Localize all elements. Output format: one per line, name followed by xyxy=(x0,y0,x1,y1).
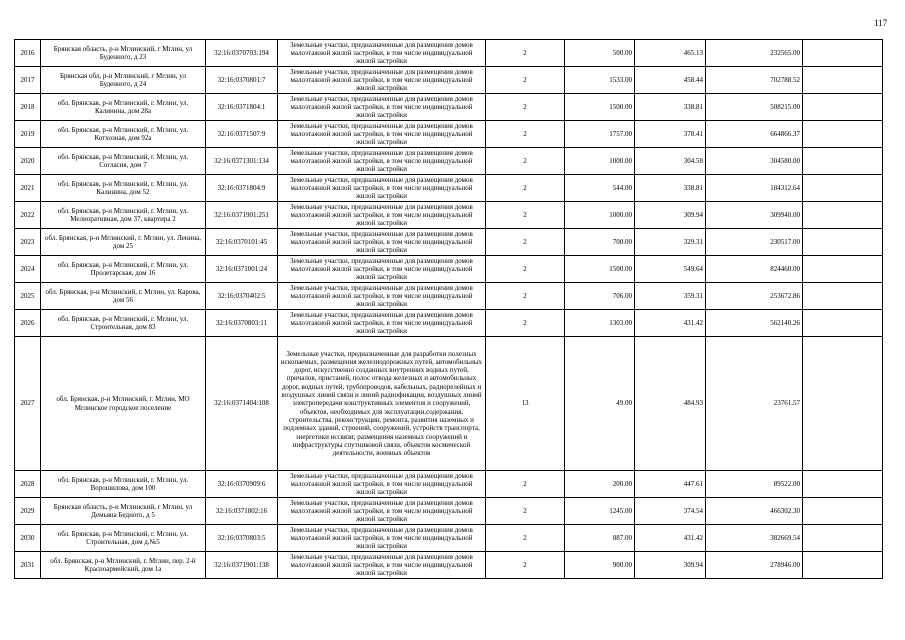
specific-value-cell: 458.44 xyxy=(635,67,706,94)
land-use-cell: Земельные участки, предназначенные для размещения домов малоэтажной жилой застройки, в том числе индивидуальной жилой застройки xyxy=(278,121,486,148)
cadastral-number-cell: 32:16:0370801:7 xyxy=(206,67,278,94)
specific-value-cell: 431.42 xyxy=(635,310,706,337)
empty-cell xyxy=(803,498,883,525)
table-row xyxy=(15,310,883,337)
cadastral-number-cell: 32:16:0371804:9 xyxy=(206,175,278,202)
use-code-cell: 2 xyxy=(486,121,565,148)
use-code-cell: 2 xyxy=(486,283,565,310)
table-row xyxy=(15,94,883,121)
row-number: 2030 xyxy=(15,525,41,552)
use-code-cell: 2 xyxy=(486,202,565,229)
land-use-cell: Земельные участки, предназначенные для размещения домов малоэтажной жилой застройки, в том числе индивидуальной жилой застройки xyxy=(278,471,486,498)
address-cell: обл. Брянская, р-н Мглинский, г. Мглин, ул. Калинина, дом 52 xyxy=(41,175,206,202)
use-code-cell: 2 xyxy=(486,525,565,552)
use-code-cell: 2 xyxy=(486,67,565,94)
specific-value-cell: 359.31 xyxy=(635,283,706,310)
land-use-cell: Земельные участки, предназначенные для размещения домов малоэтажной жилой застройки, в том числе индивидуальной жилой застройки xyxy=(278,148,486,175)
specific-value-cell: 484.93 xyxy=(635,337,706,471)
use-code-cell: 13 xyxy=(486,337,565,471)
address-cell: обл. Брянская, р-н Мглинский, г. Мглин, ул. Строительная, дом д.№5 xyxy=(41,525,206,552)
specific-value-cell: 431.42 xyxy=(635,525,706,552)
cadastral-number-cell: 32:16:0371804:1 xyxy=(206,94,278,121)
land-use-cell: Земельные участки, предназначенные для размещения домов малоэтажной жилой застройки, в том числе индивидуальной жилой застройки xyxy=(278,552,486,579)
area-cell: 1000.00 xyxy=(565,148,635,175)
address-cell: обл. Брянская, р-н Мглинский, г. Мглин, ул. Согласия, дом 7 xyxy=(41,148,206,175)
use-code-cell: 2 xyxy=(486,256,565,283)
use-code-cell: 2 xyxy=(486,175,565,202)
address-cell: обл. Брянская, р-н Мглинский, г. Мглин, ул. Калинина, дом 28а xyxy=(41,94,206,121)
land-use-cell: Земельные участки, предназначенные для разработки полезных ископаемых, размещения железнодорожных путей, автомобильных дорог, искусственно созданных внутренних водных путей, причалов, пристаней, полос отвода железных и автомобильных дорог, водных путей, трубопроводов, кабельных, радиорелейных и воздушных линий связи и линий радиофикации, воздушных линий электропередачи конструктивных элементов и сооружений, объектов, необходимых для эксплуатации,содержания, строительства, реконструкции, ремонта, развития наземных и подземных зданий, строений, сооружений, устройств транспорта, энергетики иссвязи; размещения наземных сооружений и инфраструктуры спутниковой связи, объектов космической деятельности, военных объектов xyxy=(278,337,486,471)
land-use-cell: Земельные участки, предназначенные для размещения домов малоэтажной жилой застройки, в том числе индивидуальной жилой застройки xyxy=(278,229,486,256)
table-row xyxy=(15,148,883,175)
table-row xyxy=(15,498,883,525)
table-row xyxy=(15,202,883,229)
address-cell: обл. Брянская, р-н Мглинский, г. Мглин, ул. Карова, дом 56 xyxy=(41,283,206,310)
area-cell: 200.00 xyxy=(565,471,635,498)
land-use-cell: Земельные участки, предназначенные для размещения домов малоэтажной жилой застройки, в том числе индивидуальной жилой застройки xyxy=(278,175,486,202)
row-number: 2025 xyxy=(15,283,41,310)
cadastral-number-cell: 32:16:0371802:16 xyxy=(206,498,278,525)
address-cell: обл. Брянская, р-н Мглинский, г. Мглин, ул. Строительная, дом 83 xyxy=(41,310,206,337)
empty-cell xyxy=(803,229,883,256)
row-number: 2017 xyxy=(15,67,41,94)
empty-cell xyxy=(803,552,883,579)
empty-cell xyxy=(803,148,883,175)
cadastral-value-cell: 230517.00 xyxy=(706,229,803,256)
table-row xyxy=(15,67,883,94)
empty-cell xyxy=(803,310,883,337)
specific-value-cell: 309.94 xyxy=(635,202,706,229)
table-row xyxy=(15,256,883,283)
area-cell: 500.00 xyxy=(565,40,635,67)
use-code-cell: 2 xyxy=(486,310,565,337)
cadastral-value-cell: 184312.64 xyxy=(706,175,803,202)
land-use-cell: Земельные участки, предназначенные для размещения домов малоэтажной жилой застройки, в том числе индивидуальной жилой застройки xyxy=(278,498,486,525)
cadastral-number-cell: 32:16:0371001:24 xyxy=(206,256,278,283)
cadastral-number-cell: 32:16:0371901:251 xyxy=(206,202,278,229)
use-code-cell: 2 xyxy=(486,229,565,256)
cadastral-number-cell: 32:16:0371901:138 xyxy=(206,552,278,579)
cadastral-value-cell: 664866.37 xyxy=(706,121,803,148)
land-use-cell: Земельные участки, предназначенные для размещения домов малоэтажной жилой застройки, в том числе индивидуальной жилой застройки xyxy=(278,525,486,552)
specific-value-cell: 465.13 xyxy=(635,40,706,67)
cadastral-value-cell: 23761.57 xyxy=(706,337,803,471)
address-cell: Брянская область, р-н Мглинский, г Мглин, ул Демьяна Бедного, д 5 xyxy=(41,498,206,525)
empty-cell xyxy=(803,283,883,310)
land-use-cell: Земельные участки, предназначенные для размещения домов малоэтажной жилой застройки, в том числе индивидуальной жилой застройки xyxy=(278,94,486,121)
table-row xyxy=(15,229,883,256)
cadastral-value-cell: 278946.00 xyxy=(706,552,803,579)
address-cell: обл. Брянская, р-н Мглинский, г. Мглин, пер. 2-й Красноармейский, дом 1а xyxy=(41,552,206,579)
land-use-cell: Земельные участки, предназначенные для размещения домов малоэтажной жилой застройки, в том числе индивидуальной жилой застройки xyxy=(278,40,486,67)
use-code-cell: 2 xyxy=(486,94,565,121)
page-number: 117 xyxy=(874,18,888,28)
row-number: 2018 xyxy=(15,94,41,121)
cadastral-value-cell: 89522.00 xyxy=(706,471,803,498)
row-number: 2019 xyxy=(15,121,41,148)
empty-cell xyxy=(803,256,883,283)
empty-cell xyxy=(803,175,883,202)
use-code-cell: 2 xyxy=(486,40,565,67)
row-number: 2026 xyxy=(15,310,41,337)
empty-cell xyxy=(803,471,883,498)
land-use-cell: Земельные участки, предназначенные для размещения домов малоэтажной жилой застройки, в том числе индивидуальной жилой застройки xyxy=(278,256,486,283)
row-number: 2024 xyxy=(15,256,41,283)
empty-cell xyxy=(803,94,883,121)
cadastral-value-cell: 562140.26 xyxy=(706,310,803,337)
table-row xyxy=(15,525,883,552)
cadastral-number-cell: 32:16:0370703:194 xyxy=(206,40,278,67)
cadastral-number-cell: 32:16:0370909:6 xyxy=(206,471,278,498)
empty-cell xyxy=(803,202,883,229)
cadastral-value-cell: 382669.54 xyxy=(706,525,803,552)
specific-value-cell: 329.31 xyxy=(635,229,706,256)
use-code-cell: 2 xyxy=(486,498,565,525)
area-cell: 1245.00 xyxy=(565,498,635,525)
empty-cell xyxy=(803,40,883,67)
row-number: 2016 xyxy=(15,40,41,67)
use-code-cell: 2 xyxy=(486,552,565,579)
empty-cell xyxy=(803,337,883,471)
table-row xyxy=(15,40,883,67)
specific-value-cell: 338.81 xyxy=(635,175,706,202)
address-cell: обл. Брянская, р-н Мглинский, г. Мглин, ул. Пролетарская, дом 16 xyxy=(41,256,206,283)
empty-cell xyxy=(803,121,883,148)
table-row xyxy=(15,283,883,310)
address-cell: обл. Брянская, р-н Мглинский, г. Мглин, ул. Ворошилова, дом 100 xyxy=(41,471,206,498)
cadastral-number-cell: 32:16:0370101:45 xyxy=(206,229,278,256)
cadastral-value-cell: 824460.00 xyxy=(706,256,803,283)
cadastral-value-cell: 232565.00 xyxy=(706,40,803,67)
empty-cell xyxy=(803,67,883,94)
land-use-cell: Земельные участки, предназначенные для размещения домов малоэтажной жилой застройки, в том числе индивидуальной жилой застройки xyxy=(278,202,486,229)
table-row xyxy=(15,175,883,202)
row-number: 2027 xyxy=(15,337,41,471)
cadastral-value-cell: 702788.52 xyxy=(706,67,803,94)
address-cell: обл. Брянская, р-н Мглинский, г. Мглин, ул. Мелиоративная, дом 37, квартира 2 xyxy=(41,202,206,229)
land-use-cell: Земельные участки, предназначенные для размещения домов малоэтажной жилой застройки, в том числе индивидуальной жилой застройки xyxy=(278,67,486,94)
empty-cell xyxy=(803,525,883,552)
area-cell: 544.00 xyxy=(565,175,635,202)
area-cell: 1500.00 xyxy=(565,256,635,283)
area-cell: 887.00 xyxy=(565,525,635,552)
cadastral-number-cell: 32:16:0371404:108 xyxy=(206,337,278,471)
address-cell: Брянская область, р-н Мглинский, г Мглин, ул Буденного, д 23 xyxy=(41,40,206,67)
use-code-cell: 2 xyxy=(486,471,565,498)
specific-value-cell: 309.94 xyxy=(635,552,706,579)
area-cell: 706.00 xyxy=(565,283,635,310)
row-number: 2028 xyxy=(15,471,41,498)
row-number: 2023 xyxy=(15,229,41,256)
land-registry-table xyxy=(14,39,883,579)
land-use-cell: Земельные участки, предназначенные для размещения домов малоэтажной жилой застройки, в том числе индивидуальной жилой застройки xyxy=(278,283,486,310)
address-cell: обл. Брянская, р-н Мглинский, г. Мглин, МО Мглинское городское поселение xyxy=(41,337,206,471)
cadastral-value-cell: 309940.00 xyxy=(706,202,803,229)
specific-value-cell: 378.41 xyxy=(635,121,706,148)
specific-value-cell: 338.81 xyxy=(635,94,706,121)
table-row xyxy=(15,471,883,498)
cadastral-number-cell: 32:16:0370402:5 xyxy=(206,283,278,310)
table-row xyxy=(15,121,883,148)
cadastral-number-cell: 32:16:0370803:11 xyxy=(206,310,278,337)
area-cell: 1500.00 xyxy=(565,94,635,121)
cadastral-number-cell: 32:16:0371301:134 xyxy=(206,148,278,175)
cadastral-value-cell: 508215.00 xyxy=(706,94,803,121)
row-number: 2031 xyxy=(15,552,41,579)
cadastral-number-cell: 32:16:0371507:9 xyxy=(206,121,278,148)
cadastral-value-cell: 466302.30 xyxy=(706,498,803,525)
land-use-cell: Земельные участки, предназначенные для размещения домов малоэтажной жилой застройки, в том числе индивидуальной жилой застройки xyxy=(278,310,486,337)
cadastral-value-cell: 253672.86 xyxy=(706,283,803,310)
area-cell: 1303.00 xyxy=(565,310,635,337)
row-number: 2021 xyxy=(15,175,41,202)
area-cell: 1000.00 xyxy=(565,202,635,229)
area-cell: 700.00 xyxy=(565,229,635,256)
address-cell: Брянская обл, р-н Мглинский, г Мглин, ул Буденного, д 24 xyxy=(41,67,206,94)
specific-value-cell: 374.54 xyxy=(635,498,706,525)
area-cell: 1757.00 xyxy=(565,121,635,148)
table-row xyxy=(15,337,883,471)
use-code-cell: 2 xyxy=(486,148,565,175)
address-cell: обл. Брянская, р-н Мглинский, г. Мглин, ул. Котхозная, дом 92а xyxy=(41,121,206,148)
table-body xyxy=(15,40,883,579)
cadastral-number-cell: 32:16:0370803:5 xyxy=(206,525,278,552)
table-row xyxy=(15,552,883,579)
specific-value-cell: 304.58 xyxy=(635,148,706,175)
area-cell: 1533.00 xyxy=(565,67,635,94)
specific-value-cell: 447.61 xyxy=(635,471,706,498)
row-number: 2020 xyxy=(15,148,41,175)
address-cell: обл. Брянская, р-н Мглинский, г. Мглин, ул. Ленина, дом 25 xyxy=(41,229,206,256)
area-cell: 49.00 xyxy=(565,337,635,471)
cadastral-value-cell: 304580.00 xyxy=(706,148,803,175)
specific-value-cell: 549.64 xyxy=(635,256,706,283)
area-cell: 900.00 xyxy=(565,552,635,579)
row-number: 2029 xyxy=(15,498,41,525)
row-number: 2022 xyxy=(15,202,41,229)
